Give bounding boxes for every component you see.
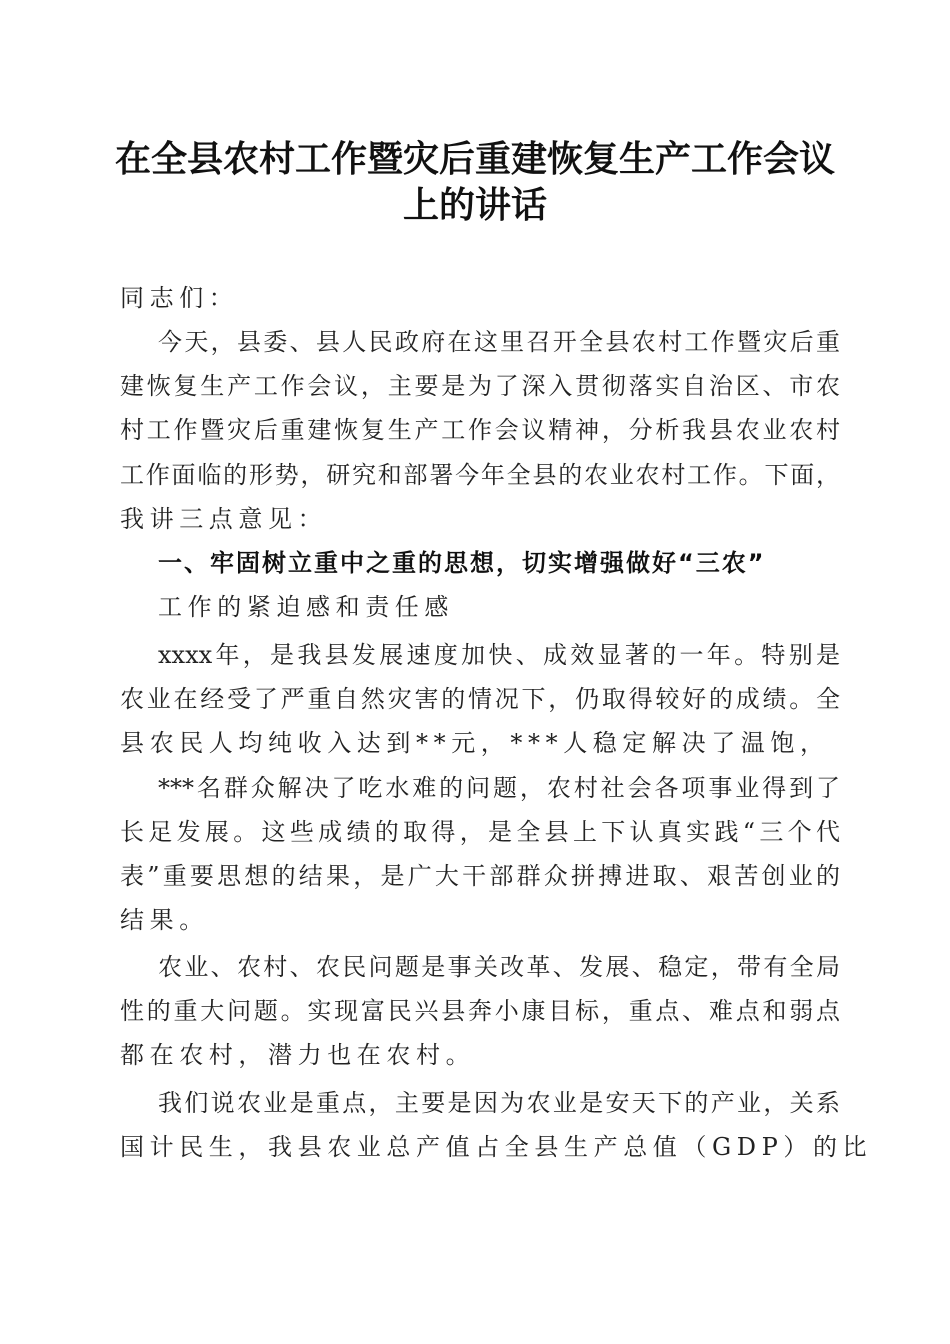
salutation: 同志们：: [120, 284, 239, 312]
body-line: 性的重大问题。实现富民兴县奔小康目标，重点、难点和弱点: [120, 997, 840, 1025]
body-line: 建恢复生产工作会议，主要是为了深入贯彻落实自治区、市农: [120, 372, 840, 400]
body-line: 国计民生，我县农业总产值占全县生产总值（GDP）的比: [120, 1133, 873, 1161]
body-line: xxxx年，是我县发展速度加快、成效显著的一年。特别是: [158, 641, 840, 669]
section-heading: 一、牢固树立重中之重的思想，切实增强做好“三农”: [158, 549, 766, 577]
body-line: 都在农村，潜力也在农村。: [120, 1041, 476, 1069]
body-line: 我讲三点意见：: [120, 505, 328, 533]
body-line: 农业、农村、农民问题是事关改革、发展、稳定，带有全局: [158, 953, 840, 981]
document-title-line-1: 在全县农村工作暨灾后重建恢复生产工作会议: [114, 138, 835, 180]
section-heading-continued: 工作的紧迫感和责任感: [158, 593, 454, 621]
body-line: 县农民人均纯收入达到**元，***人稳定解决了温饱，: [120, 729, 830, 757]
body-line: ***名群众解决了吃水难的问题，农村社会各项事业得到了: [158, 774, 840, 802]
body-line: 工作面临的形势，研究和部署今年全县的农业农村工作。下面，: [120, 461, 840, 489]
body-line: 今天，县委、县人民政府在这里召开全县农村工作暨灾后重: [158, 328, 840, 356]
document-title-line-2: 上的讲话: [402, 184, 547, 226]
body-line: 我们说农业是重点，主要是因为农业是安天下的产业，关系: [158, 1089, 840, 1117]
body-line: 长足发展。这些成绩的取得，是全县上下认真实践“三个代: [120, 818, 840, 846]
body-line: 农业在经受了严重自然灾害的情况下，仍取得较好的成绩。全: [120, 685, 840, 713]
body-line: 结果。: [120, 906, 209, 934]
body-line: 表”重要思想的结果，是广大干部群众拼搏进取、艰苦创业的: [120, 862, 840, 890]
body-line: 村工作暨灾后重建恢复生产工作会议精神，分析我县农业农村: [120, 416, 840, 444]
